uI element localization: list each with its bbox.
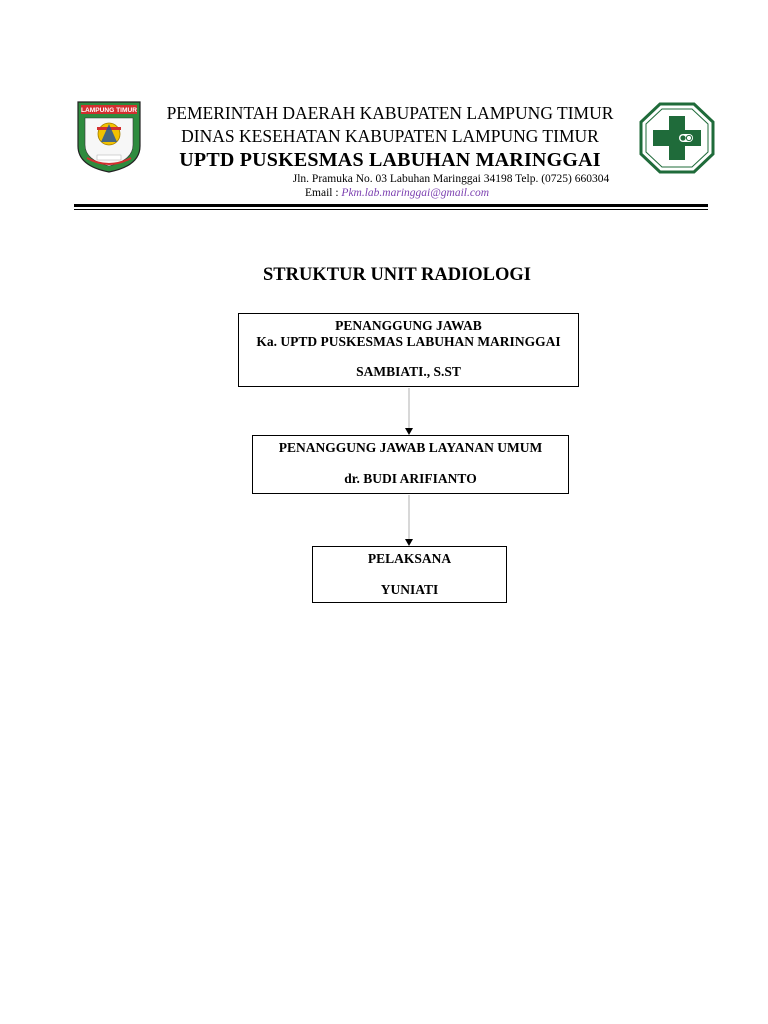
arrow-head-1 xyxy=(405,428,413,435)
box1-name: SAMBIATI., S.ST xyxy=(356,364,461,379)
org-box-general-service xyxy=(252,435,569,494)
government-name: PEMERINTAH DAERAH KABUPATEN LAMPUNG TIMUR xyxy=(166,103,614,123)
address-text: Jln. Pramuka No. 03 Labuhan Maringgai 34198 Telp. (0725) 660304 xyxy=(292,173,610,185)
box1-subtitle: Ka. UPTD PUSKESMAS LABUHAN MARINGGAI xyxy=(256,333,561,349)
arrow-head-2 xyxy=(405,539,413,546)
email-link[interactable]: Pkm.lab.maringgai@gmail.com xyxy=(341,187,490,199)
document-title: STRUKTUR UNIT RADIOLOGI xyxy=(263,265,531,285)
email-label: Email : xyxy=(305,187,342,199)
left-logo-text: LAMPUNG TIMUR xyxy=(80,107,138,115)
box3-role: PELAKSANA xyxy=(367,551,452,566)
box1-role: PENANGGUNG JAWAB xyxy=(335,318,482,333)
box2-name: dr. BUDI ARIFIANTO xyxy=(344,470,477,486)
org-box-executor xyxy=(312,546,507,603)
department-name: DINAS KESEHATAN KABUPATEN LAMPUNG TIMUR xyxy=(181,126,599,146)
box2-role: PENANGGUNG JAWAB LAYANAN UMUM xyxy=(278,440,543,455)
box3-name: YUNIATI xyxy=(380,581,439,597)
institution-name: UPTD PUSKESMAS LABUHAN MARINGGAI xyxy=(179,149,601,171)
org-box-responsible xyxy=(238,313,579,387)
